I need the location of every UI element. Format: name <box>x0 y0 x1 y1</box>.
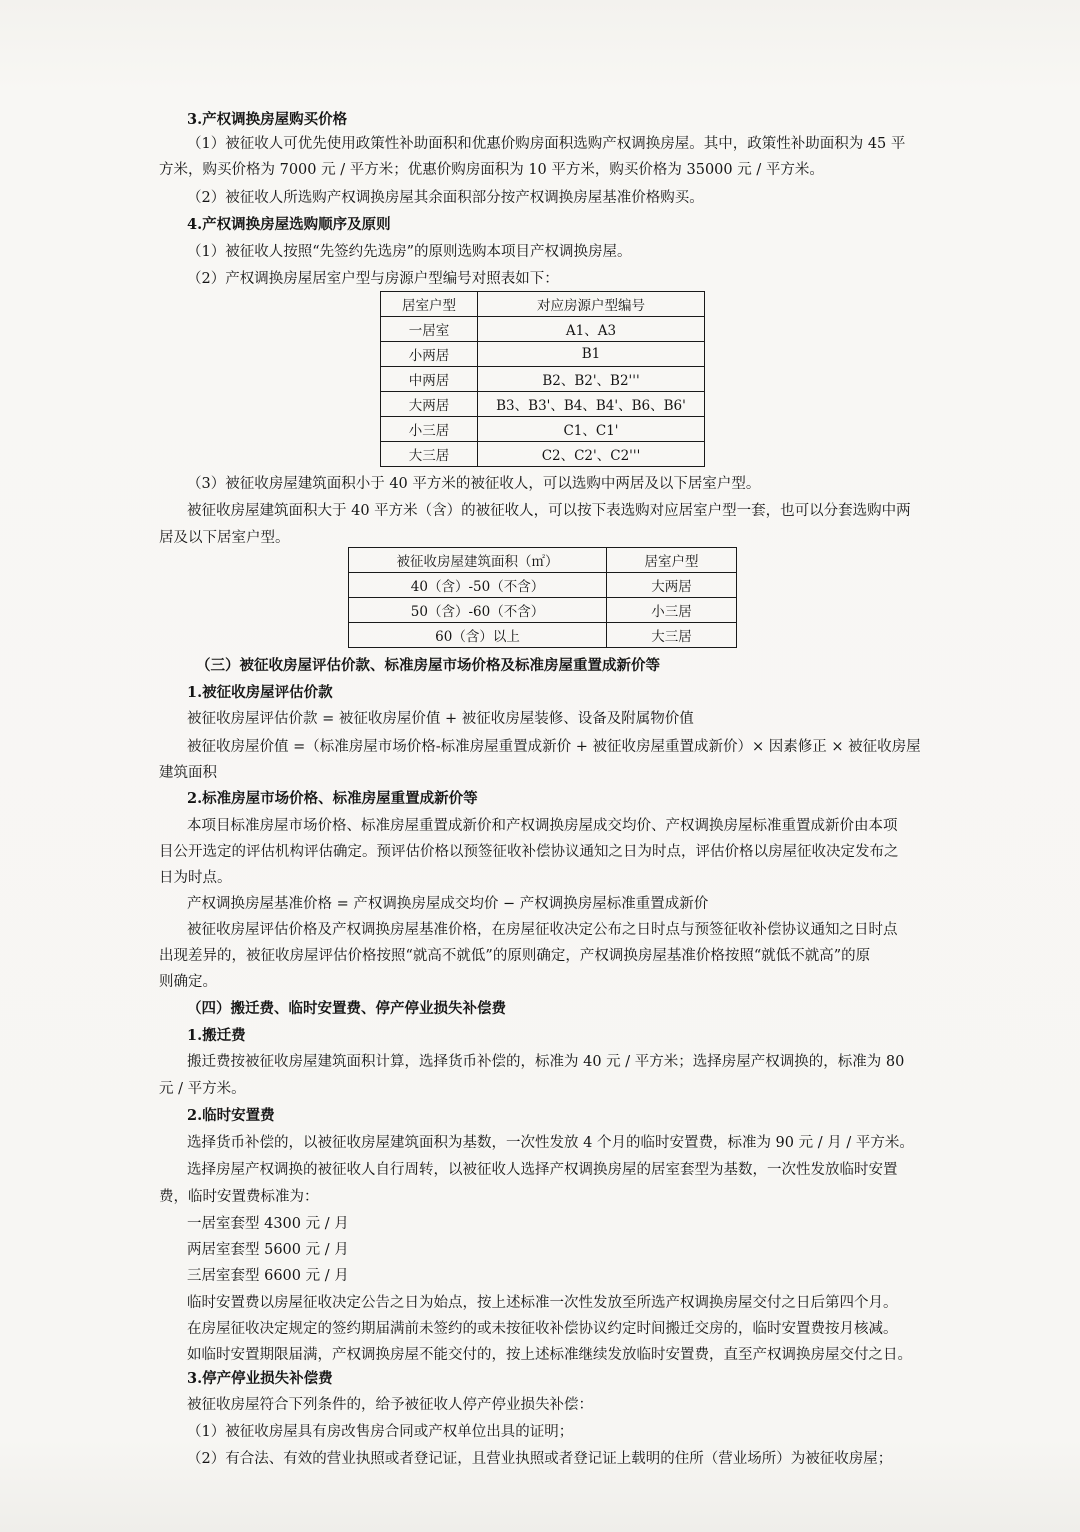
section-heading: 1.搬迁费 <box>187 1027 246 1044</box>
paragraph-line: 被征收房屋价值 =（标准房屋市场价格-标准房屋重置成新价 + 被征收房屋重置成新价）× 因素修正 × 被征收房屋 <box>187 739 921 755</box>
section-heading: 4.产权调换房屋选购顺序及原则 <box>187 216 391 233</box>
rate-line: 两居室套型 5600 元 / 月 <box>187 1242 349 1258</box>
table-header-cell: 居室户型 <box>607 548 737 573</box>
table-row <box>349 598 737 623</box>
section-heading: 3.产权调换房屋购买价格 <box>187 111 348 128</box>
table-cell: 60（含）以上 <box>349 623 607 648</box>
paragraph-line: 居及以下居室户型。 <box>159 530 290 546</box>
paragraph-line: 被征收房屋评估价格及产权调换房屋基准价格，在房屋征收决定公布之日时点与预签征收补偿协议通知之日时点 <box>187 922 898 938</box>
section-heading: 2.临时安置费 <box>187 1107 275 1124</box>
paragraph-line: 选择房屋产权调换的被征收人自行周转，以被征收人选择产权调换房屋的居室套型为基数，一次性发放临时安置 <box>187 1162 898 1178</box>
table-header-row <box>349 548 737 573</box>
paragraph-line: 本项目标准房屋市场价格、标准房屋重置成新价和产权调换房屋成交均价、产权调换房屋标准重置成新价由本项 <box>187 818 898 834</box>
table-cell: 大三居 <box>381 442 478 467</box>
paragraph-line: 临时安置费以房屋征收决定公告之日为始点，按上述标准一次性发放至所选产权调换房屋交付之日后第四个月。 <box>187 1295 898 1311</box>
paragraph-line: 在房屋征收决定规定的签约期届满前未签约的或未按征收补偿协议约定时间搬迁交房的，临时安置费按月核减。 <box>187 1321 898 1337</box>
paragraph-line: 产权调换房屋基准价格 = 产权调换房屋成交均价 − 产权调换房屋标准重置成新价 <box>187 896 709 912</box>
table-cell: 小两居 <box>381 342 478 367</box>
paragraph-line: （1）被征收人可优先使用政策性补助面积和优惠价购房面积选购产权调换房屋。其中，政策性补助面积为 45 平 <box>187 136 906 152</box>
unit-type-table <box>380 291 705 467</box>
area-unit-table <box>348 547 737 648</box>
table-header-row <box>381 292 705 317</box>
table-cell: 小三居 <box>381 417 478 442</box>
paragraph-line: 元 / 平方米。 <box>159 1081 246 1097</box>
section-heading: 2.标准房屋市场价格、标准房屋重置成新价等 <box>187 790 478 807</box>
section-heading: （三）被征收房屋评估价款、标准房屋市场价格及标准房屋重置成新价等 <box>196 657 660 674</box>
table-cell: 50（含）-60（不含） <box>349 598 607 623</box>
table-row <box>381 317 705 342</box>
table-cell: 大两居 <box>381 392 478 417</box>
paragraph-line: （2）产权调换房屋居室户型与房源户型编号对照表如下： <box>187 271 559 287</box>
paragraph-line: 选择货币补偿的，以被征收房屋建筑面积为基数，一次性发放 4 个月的临时安置费，标准为 90 元 / 月 / 平方米。 <box>187 1135 914 1151</box>
paragraph-line: 方米，购买价格为 7000 元 / 平方米；优惠价购房面积为 10 平方米，购买价格为 35000 元 / 平方米。 <box>159 162 824 178</box>
table-cell: 40（含）-50（不含） <box>349 573 607 598</box>
table-cell: 一居室 <box>381 317 478 342</box>
table-header-cell: 被征收房屋建筑面积（㎡） <box>349 548 607 573</box>
paragraph-line: 被征收房屋评估价款 = 被征收房屋价值 + 被征收房屋装修、设备及附属物价值 <box>187 711 694 727</box>
table-cell: B3、B3'、B4、B4'、B6、B6' <box>478 392 705 417</box>
table-row <box>381 442 705 467</box>
paragraph-line: 日为时点。 <box>159 870 232 886</box>
paragraph-line: 建筑面积 <box>159 765 217 781</box>
rate-line: 三居室套型 6600 元 / 月 <box>187 1268 349 1284</box>
table-cell: 中两居 <box>381 367 478 392</box>
table-row <box>381 367 705 392</box>
table-header-cell: 对应房源户型编号 <box>478 292 705 317</box>
table-row <box>381 392 705 417</box>
table-row <box>349 573 737 598</box>
table-cell: C2、C2'、C2''' <box>478 442 705 467</box>
table-cell: A1、A3 <box>478 317 705 342</box>
paragraph-line: 被征收房屋符合下列条件的，给予被征收人停产停业损失补偿： <box>187 1397 593 1413</box>
paragraph-line: 出现差异的，被征收房屋评估价格按照“就高不就低”的原则确定，产权调换房屋基准价格按照“就低不就高”的原 <box>159 948 871 964</box>
paragraph-line: 如临时安置期限届满，产权调换房屋不能交付的，按上述标准继续发放临时安置费，直至产权调换房屋交付之日。 <box>187 1347 912 1363</box>
paragraph-line: （1）被征收人按照“先签约先选房”的原则选购本项目产权调换房屋。 <box>187 244 632 260</box>
paragraph-line: 目公开选定的评估机构评估确定。预评估价格以预签征收补偿协议通知之日为时点，评估价格以房屋征收决定发布之 <box>159 844 899 860</box>
section-heading: 1.被征收房屋评估价款 <box>187 684 333 701</box>
table-cell: B2、B2'、B2''' <box>478 367 705 392</box>
paragraph-line: （2）被征收人所选购产权调换房屋其余面积部分按产权调换房屋基准价格购买。 <box>187 190 704 206</box>
section-heading: （四）搬迁费、临时安置费、停产停业损失补偿费 <box>187 1000 506 1017</box>
table-cell: 大三居 <box>607 623 737 648</box>
paragraph-line: （2）有合法、有效的营业执照或者登记证，且营业执照或者登记证上载明的住所（营业场所）为被征收房屋； <box>187 1451 893 1467</box>
paragraph-line: 费，临时安置费标准为： <box>159 1189 319 1205</box>
paragraph-line: （1）被征收房屋具有房改售房合同或产权单位出具的证明； <box>187 1424 574 1440</box>
table-cell: C1、C1' <box>478 417 705 442</box>
table-cell: B1 <box>478 342 705 367</box>
table-cell: 小三居 <box>607 598 737 623</box>
table-row <box>381 417 705 442</box>
table-row <box>349 623 737 648</box>
table-header-cell: 居室户型 <box>381 292 478 317</box>
paragraph-line: 被征收房屋建筑面积大于 40 平方米（含）的被征收人，可以按下表选购对应居室户型一套，也可以分套选购中两 <box>187 503 911 519</box>
rate-line: 一居室套型 4300 元 / 月 <box>187 1216 349 1232</box>
paragraph-line: 搬迁费按被征收房屋建筑面积计算，选择货币补偿的，标准为 40 元 / 平方米；选择房屋产权调换的，标准为 80 <box>187 1054 905 1070</box>
section-heading: 3.停产停业损失补偿费 <box>187 1370 333 1387</box>
paragraph-line: （3）被征收房屋建筑面积小于 40 平方米的被征收人，可以选购中两居及以下居室户型。 <box>187 476 761 492</box>
paragraph-line: 则确定。 <box>159 974 217 990</box>
table-row <box>381 342 705 367</box>
table-cell: 大两居 <box>607 573 737 598</box>
